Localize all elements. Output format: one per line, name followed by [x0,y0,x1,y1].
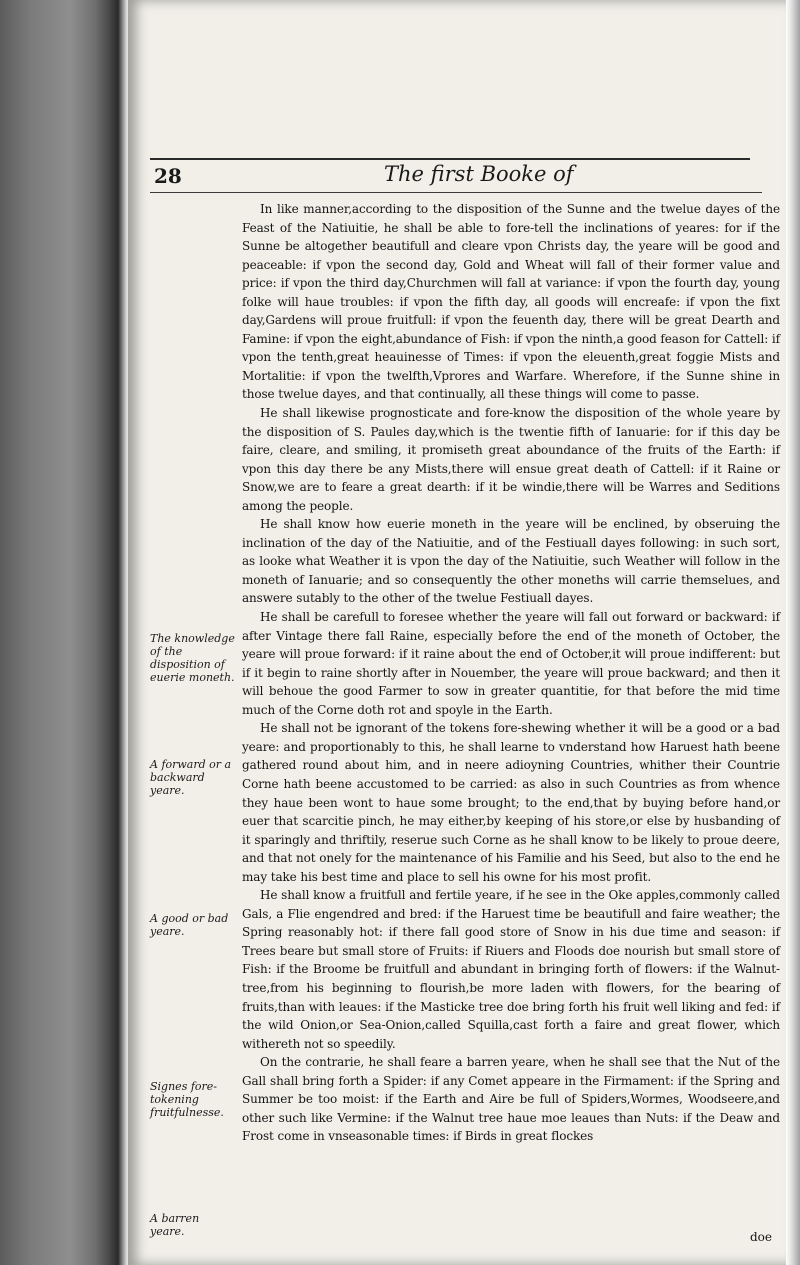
paragraph-forward-backward: He shall be carefull to foresee whether the yeare will fall out forward or backward: if after Vintage there fall Raine, especially before the end of the moneth of October, the yeare will proue forward: if it raine about the end of October,it will proue indifferent: but if it begin to raine shortly after in Nouember, the yeare will proue backward; and then it will behoue the good Farmer to sow in greater quantitie, for that before the mid time much of the Corne doth rot and spoyle in the Earth. [242,610,780,717]
paragraph-good-bad-yeare: He shall not be ignorant of the tokens fore-shewing whether it will be a good or a bad yeare: and proportionably to this, he shall learne to vnderstand how Haruest hath beene gathered round about him, and in neere adioyning Countries, whither their Countrie Corne hath beene accustomed to be carried: as also in such Countries as from whence they haue been wont to haue some brought; to the end,that by buying before hand,or euer that scarcitie pinch, he may either,by keeping of his store,or else by husbanding of it sparingly and thriftily, reserue such Corne as he shall know to be likely to proue deere, and that not onely for the maintenance of his Familie and his Seed, but also to the end he may take his best time and place to sell his owne for his most profit. [242,721,780,884]
body-text [242,200,780,1146]
paragraph-barren-yeare: On the contrarie, he shall feare a barren yeare, when he shall see that the Nut of the Gall shall bring forth a Spider: if any Comet appeare in the Firmament: if the Spring and Summer be too moist: if the Earth and Aire be full of Spiders,Wormes, Woodseere,and other such like Vermine: if the Walnut tree haue moe leaues than Nuts: if the Deaw and Frost come in vnseasonable times: if Birds in great flockes [242,1055,780,1144]
running-title: The first Booke of [384,162,574,186]
margin-note-barren: A barren yeare. [150,1212,200,1238]
page-edge-shadow [786,0,800,1265]
catchword: doe [750,1230,773,1244]
margin-note-forward: A forward or a backward yeare. [150,758,232,797]
paragraph-fruitfull-yeare: He shall know a fruitfull and fertile yeare, if he see in the Oke apples,commonly called Gals, a Flie engendred and bred: if the Haruest time be beautifull and faire weather; the Spring reasonably hot: if there fall good store of Snow in his due time and season: if Trees beare but small store of Fruits: if Riuers and Floods doe nourish but small store of Fish: if the Broome be fruitfull and abundant in bringing forth of flowers: if the Walnut-tree,from his beginning to flourish,be more laden with flowers, for the bearing of fruits,than with leaues: if the Masticke tree doe bring forth his fruit well liking and fed: if the wild Onion,or Sea-Onion,called Squilla,cast forth a faire and great flower, which withereth not so speedily. [242,888,780,1051]
paragraph-moneths: He shall know how euerie moneth in the yeare will be enclined, by obseruing the inclination of the day of the Natiuitie, and of the Festiuall dayes following: in such sort, as looke what Weather it is vpon the day of the Natiuitie, such Weather will follow in the moneth of Ianuarie; and so consequently the other moneths will carrie themselues, and answere sutably to the other of the twelue Festiuall dayes. [242,517,780,606]
page-number: 28 [154,164,182,188]
margin-note-signes: Signes fore-tokening fruitfulnesse. [150,1080,224,1119]
margin-note-knowledge: The knowledge of the disposition of euerie moneth. [150,632,235,684]
margin-note-good-bad: A good or bad yeare. [150,912,229,938]
paragraph-saint-paules-day: He shall likewise prognosticate and fore-know the disposition of the whole yeare by the disposition of S. Paules day,which is the twentie fifth of Ianuarie: for if this day be faire, cleare, and smiling, it promiseth great aboundance of the fruits of the Earth: if vpon this day there be any Mists,there will ensue great death of Cattell: if it Raine or Snow,we are to feare a great dearth: if it be windie,there will be Warres and Seditions among the people. [242,406,780,513]
header-rule-bottom [150,192,762,193]
margin-notes [150,0,236,1265]
page-header [154,160,774,190]
paragraph-twelve-days: In like manner,according to the disposition of the Sunne and the twelue dayes of the Feast of the Natiuitie, he shall be able to fore-tell the inclinations of yeares: for if the Sunne be altogether beautifull and cleare vpon Christs day, the yeare will be good and peaceable: if vpon the second day, Gold and Wheat will fall of their former value and price: if vpon the third day,Churchmen will fall at variance: if vpon the fourth day, young folke will haue troubles: if vpon the fifth day, all goods will encreafe: if vpon the fixt day,Gardens will proue fruitfull: if vpon the feuenth day, there will be great Dearth and Famine: if vpon the eight,abundance of Fish: if vpon the ninth,a good feason for Cattell: if vpon the tenth,great heauinesse of Times: if vpon the eleuenth,great foggie Mists and Mortalitie: if vpon the twelfth,Vprores and Warfare. Wherefore, if the Sunne shine in those twelue dayes, and that continually, all these things will come to passe. [242,202,780,402]
book-binding-shadow [0,0,130,1265]
